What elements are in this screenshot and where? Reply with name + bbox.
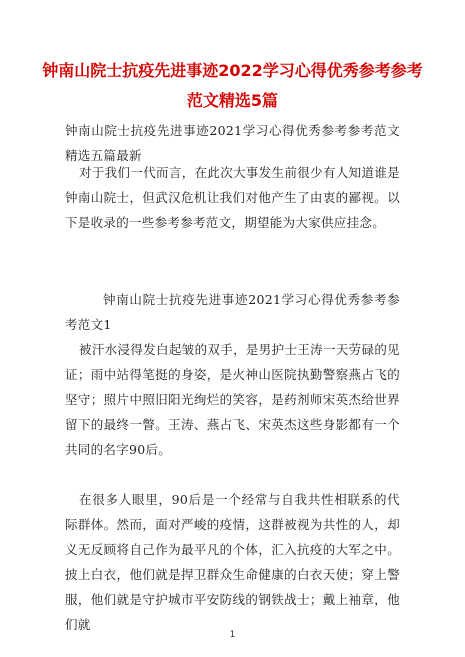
page-number: 1 [229, 630, 236, 640]
intro-paragraph: 对于我们一代而言，在此次大事发生前很少有人知道谁是钟南山院士，但武汉危机让我们对他产生了由衷的鄙视。以下是收录的一些参考参考范文，期望能为大家供应挂念。 [65, 165, 400, 230]
section-paragraph-1: 被汗水浸得发白起皱的双手，是男护士王涛一天劳碌的见证；雨中站得笔挺的身姿，是火神山医院执勤警察燕占飞的坚守；照片中照旧阳光绚烂的笑容，是药剂师宋英杰给世界留下的最终一瞥。王涛、燕占飞、宋英杰这些身影都有一个共同的名字90后。 [65, 342, 400, 457]
section-heading: 钟南山院士抗疫先进事迹2021学习心得优秀参考参考范文1 [65, 292, 400, 332]
document-subtitle: 钟南山院士抗疫先进事迹2021学习心得优秀参考参考范文精选五篇最新 [65, 123, 400, 163]
section-paragraph-2: 在很多人眼里，90后是一个经常与自我共性相联系的代际群体。然而，面对严峻的疫情，这群被视为共性的人，却义无反顾将自己作为最平凡的个体，汇入抗疫的大军之中。披上白衣，他们就是捍卫群众生命健康的白衣天使；穿上警服，他们就是守护城市平安防线的钢铁战士；戴上袖章，他们就 [65, 492, 400, 632]
document-title: 钟南山院士抗疫先进事迹2022学习心得优秀参考参考范文精选5篇 [42, 61, 423, 110]
